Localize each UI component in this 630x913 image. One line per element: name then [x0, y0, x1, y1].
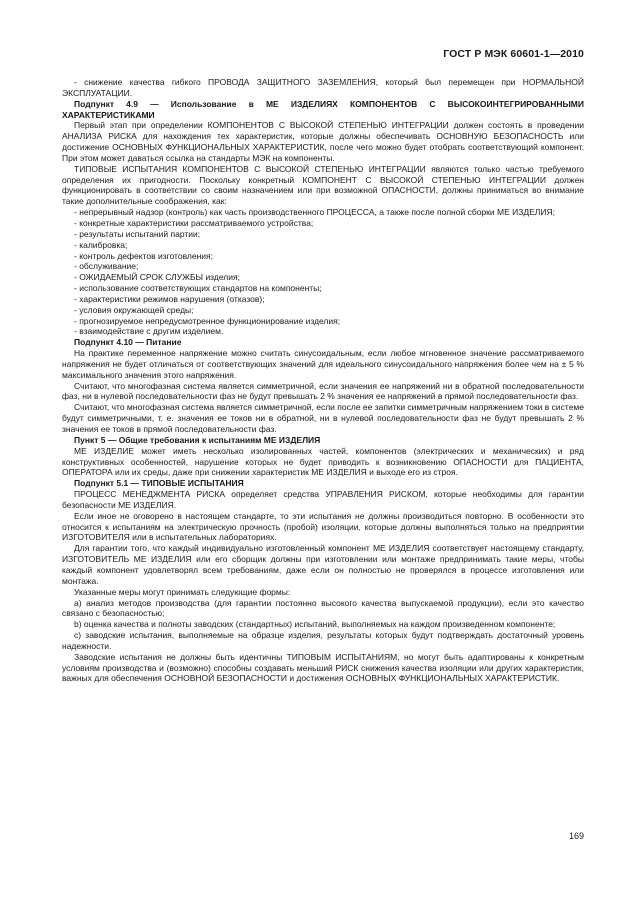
- list-item: - ОЖИДАЕМЫЙ СРОК СЛУЖБЫ изделия;: [74, 272, 240, 283]
- list-item: - прогнозируемое непредусмотренное функционирование изделия;: [74, 315, 341, 326]
- paragraph: МЕ ИЗДЕЛИЕ может иметь несколько изолированных частей, компонентов (электрических и механических) и ряд конструктивных особенностей, нарушение которых не будет приводить к возникновению ОПАСНОСТИ для ПАЦИЕНТА, ОПЕРАТОРА или их среды, даже при снижении характеристик МЕ ИЗДЕЛИЯ и выходе его из строя.: [62, 445, 584, 478]
- document-body: [62, 77, 584, 684]
- list-item: - характеристики режимов нарушения (отказов);: [74, 293, 265, 304]
- paragraph: Указанные меры могут принимать следующие формы:: [74, 586, 291, 597]
- list-item: - условия окружающей среды;: [74, 304, 194, 315]
- paragraph: ТИПОВЫЕ ИСПЫТАНИЯ КОМПОНЕНТОВ С ВЫСОКОЙ СТЕПЕНЬЮ ИНТЕГРАЦИИ являются только частью требуемого определения их пригодности. Поскольку конкретный КОМПОНЕНТ С ВЫСОКОЙ СТЕПЕНЬЮ ИНТЕГРАЦИИ должен функционировать в соответствии со своим назначением или при возможной ОПАСНОСТИ, должны приниматься во внимание такие дополнительные соображения, как:: [62, 163, 584, 207]
- list-item: - взаимодействие с другим изделием.: [74, 326, 224, 337]
- list-item: с) заводские испытания, выполняемые на образце изделия, результаты которых будут подтверждать достаточный уровень надежности.: [62, 630, 584, 651]
- list-item: - конкретные характеристики рассматриваемого устройства;: [74, 217, 314, 228]
- paragraph: Заводские испытания не должны быть идентичны ТИПОВЫМ ИСПЫТАНИЯМ, но могут быть адаптированы к конкретным условиям производства и (возможно) способны создавать меньший РИСК снижения качества изоляции или других характеристик, важных для обеспечения ОСНОВНОЙ БЕЗОПАСНОСТИ и достижения ОСНОВНЫХ ФУНКЦИОНАЛЬНЫХ ХАРАКТЕРИСТИК.: [62, 651, 584, 684]
- paragraph: Для гарантии того, что каждый индивидуально изготовленный компонент МЕ ИЗДЕЛИЯ соответствует настоящему стандарту, ИЗГОТОВИТЕЛЬ МЕ ИЗДЕЛИЯ или его сборщик должны при изготовлении или монтаже предпринимать такие меры, чтобы каждый компонент удовлетворял всем требованиям, даже если он полностью не проверялся в процессе изготовления или монтажа.: [62, 543, 584, 586]
- paragraph: Считают, что многофазная система является симметричной, если значения ее напряжений ни в обратной последовательности фаз, ни в нулевой последовательности фаз не будут превышать 2 % значения ее напряжений в прямой последовательности фаз.: [62, 380, 584, 402]
- document-header: ГОСТ Р МЭК 60601-1—2010: [443, 48, 584, 60]
- list-item: - использование соответствующих стандартов на компоненты;: [74, 283, 322, 294]
- list-item: - контроль дефектов изготовления;: [74, 250, 214, 261]
- section-heading: Подпункт 5.1 — ТИПОВЫЕ ИСПЫТАНИЯ: [74, 478, 244, 489]
- section-heading: Подпункт 4.9 — Использование в МЕ ИЗДЕЛИЯХ КОМПОНЕНТОВ С ВЫСОКОИНТЕГРИРОВАННЫМИ ХАРАКТЕРИСТИКАМИ: [62, 98, 584, 120]
- list-item: а) анализ методов производства (для гарантии постоянно высокого качества выпускаемой продукции), если это качество связано с безопасностью;: [62, 597, 584, 619]
- paragraph: Если иное не оговорено в настоящем стандарте, то эти испытания не должны производиться повторно. В особенности это относится к испытаниям на электрическую прочность (пробой) изоляции, которые должны выполняться только на предприятии ИЗГОТОВИТЕЛЯ или в испытательных лабораториях.: [62, 510, 584, 543]
- paragraph: - непрерывный надзор (контроль) как часть производственного ПРОЦЕССА, а также после полной сборки МЕ ИЗДЕЛИЯ;: [74, 207, 555, 218]
- list-item: - обслуживание;: [74, 261, 139, 272]
- list-item: b) оценка качества и полноты заводских (стандартных) испытаний, выполняемых на каждом произведенном компоненте;: [74, 619, 556, 630]
- section-heading: Подпункт 4.10 — Питание: [74, 337, 182, 348]
- paragraph: - снижение качества гибкого ПРОВОДА ЗАЩИТНОГО ЗАЗЕМЛЕНИЯ, который был перемещен при НОРМАЛЬНОЙ ЭКСПЛУАТАЦИИ.: [62, 77, 584, 98]
- section-heading: Пункт 5 — Общие требования к испытаниям МЕ ИЗДЕЛИЯ: [74, 434, 321, 445]
- paragraph: На практике переменное напряжение можно считать синусоидальным, если любое мгновенное значение рассматриваемого напряжения не будет отличаться от соответствующих значений для идеального синусоидального напряжения более чем на ± 5 % максимального значения этого напряжения.: [62, 348, 584, 380]
- paragraph: Считают, что многофазная система является симметричной, если после ее запитки симметричным напряжением токи в системе будут симметричными, т. е. значения ее токов ни в обратной, ни в нулевой последовательности фаз не будут превышать 2 % значения ее токов в прямой последовательности фаз.: [62, 402, 584, 434]
- page-number: 169: [568, 831, 584, 841]
- list-item: - результаты испытаний партии;: [74, 228, 201, 239]
- paragraph: ПРОЦЕСС МЕНЕДЖМЕНТА РИСКА определяет средства УПРАВЛЕНИЯ РИСКОМ, которые необходимы для гарантии безопасности МЕ ИЗДЕЛИЯ.: [62, 489, 584, 510]
- list-item: - калибровка;: [74, 239, 128, 250]
- paragraph: Первый этап при определении КОМПОНЕНТОВ С ВЫСОКОЙ СТЕПЕНЬЮ ИНТЕГРАЦИИ должен состоять в проведении АНАЛИЗА РИСКА для нахождения тех характеристик, которые должны обеспечивать ОСНОВНУЮ БЕЗОПАСНОСТЬ или достижение ОСНОВНЫХ ФУНКЦИОНАЛЬНЫХ ХАРАКТЕРИСТИК, после чего можно будет отобрать соответствующий компонент. При этом может даваться ссылка на стандарты МЭК на компоненты.: [62, 120, 584, 163]
